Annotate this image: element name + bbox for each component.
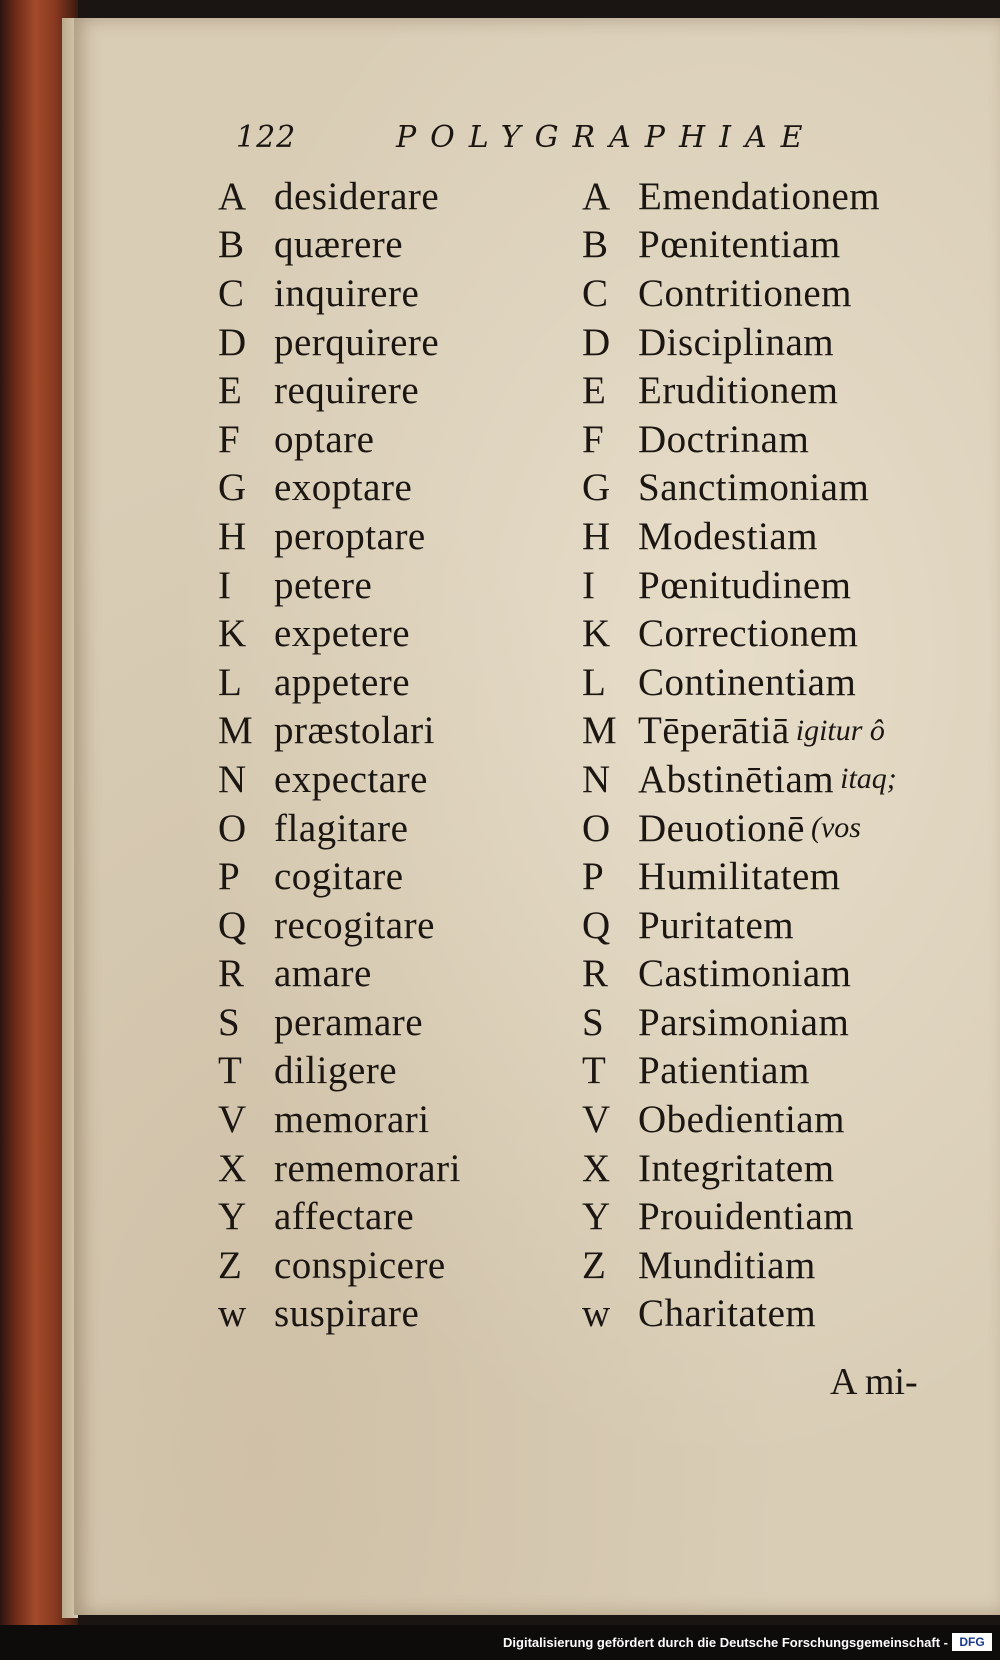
cipher-word: appetere (274, 660, 411, 704)
cipher-word: exoptare (274, 466, 413, 510)
cipher-entry (582, 998, 897, 1047)
dfg-logo: DFG (952, 1633, 992, 1651)
cipher-letter: Y (218, 1195, 247, 1239)
digitization-footer (0, 1625, 1000, 1660)
cipher-letter: I (218, 563, 231, 607)
cipher-entry (582, 561, 897, 610)
cipher-word: peramare (274, 1000, 424, 1044)
cipher-entry (218, 1290, 461, 1339)
cipher-word: Doctrinam (638, 417, 810, 461)
cipher-entry (218, 950, 461, 999)
cipher-word: Tēperātiā (638, 709, 790, 753)
cipher-entry (582, 221, 897, 270)
cipher-letter: O (218, 806, 247, 850)
cipher-word: Pœnitudinem (638, 563, 852, 607)
cipher-letter: Q (582, 903, 611, 947)
cipher-letter: Y (582, 1195, 611, 1239)
cipher-letter: Q (218, 903, 247, 947)
cipher-letter: V (218, 1098, 247, 1142)
cipher-letter: R (218, 952, 245, 996)
cipher-entry (582, 1047, 897, 1096)
cipher-entry (582, 707, 897, 756)
cipher-letter: T (218, 1049, 242, 1093)
left-cipher-column (218, 172, 461, 1338)
cipher-entry (582, 901, 897, 950)
cipher-entry (218, 707, 461, 756)
cipher-letter: V (582, 1098, 611, 1142)
cipher-letter: K (218, 612, 247, 656)
cipher-entry (582, 658, 897, 707)
cipher-entry (218, 1095, 461, 1144)
cipher-entry (218, 172, 461, 221)
cipher-word: suspirare (274, 1292, 420, 1336)
cipher-letter: L (218, 660, 242, 704)
cipher-entry (218, 464, 461, 513)
cipher-letter: B (218, 223, 245, 267)
cipher-entry (218, 366, 461, 415)
cipher-word: Patientiam (638, 1049, 810, 1093)
running-title: POLYGRAPHIAE (396, 120, 817, 155)
cipher-word: desiderare (274, 174, 440, 218)
cipher-entry (582, 1144, 897, 1193)
cipher-letter: E (218, 369, 242, 413)
cipher-entry (218, 221, 461, 270)
cipher-letter: L (582, 660, 606, 704)
cipher-letter: E (582, 369, 606, 413)
cipher-entry (218, 269, 461, 318)
cipher-word: Correctionem (638, 612, 859, 656)
cipher-entry (218, 998, 461, 1047)
cipher-continuation: igitur ô (795, 713, 885, 747)
cipher-letter: F (218, 417, 240, 461)
cipher-word: Modestiam (638, 514, 818, 558)
cipher-word: recogitare (274, 903, 435, 947)
cipher-word: præstolari (274, 709, 435, 753)
cipher-letter: S (582, 1000, 604, 1044)
cipher-word: cogitare (274, 855, 404, 899)
cipher-continuation: itaq; (840, 762, 897, 796)
cipher-entry (218, 901, 461, 950)
cipher-word: memorari (274, 1098, 430, 1142)
cipher-word: Pœnitentiam (638, 223, 841, 267)
cipher-continuation: (vos (810, 811, 861, 845)
cipher-entry (582, 269, 897, 318)
cipher-letter: C (218, 271, 245, 315)
cipher-word: Sanctimoniam (638, 466, 870, 510)
cipher-letter: K (582, 612, 611, 656)
cipher-word: petere (274, 563, 373, 607)
cipher-word: Obedientiam (638, 1098, 845, 1142)
cipher-word: Emendationem (638, 174, 881, 218)
cipher-entry (582, 1290, 897, 1339)
cipher-word: peroptare (274, 514, 426, 558)
cipher-word: Puritatem (638, 903, 795, 947)
cipher-word: Munditiam (638, 1243, 816, 1287)
cipher-word: perquirere (274, 320, 440, 364)
cipher-word: flagitare (274, 806, 409, 850)
cipher-letter: N (582, 757, 611, 801)
cipher-word: Disciplinam (638, 320, 835, 364)
cipher-word: Prouidentiam (638, 1195, 855, 1239)
cipher-letter: Z (218, 1243, 242, 1287)
cipher-word: Charitatem (638, 1292, 817, 1336)
cipher-word: quærere (274, 223, 404, 267)
cipher-entry (582, 1192, 897, 1241)
cipher-word: inquirere (274, 271, 420, 315)
cipher-letter: M (582, 709, 617, 753)
cipher-entry (582, 755, 897, 804)
cipher-entry (582, 366, 897, 415)
cipher-letter: S (218, 1000, 240, 1044)
cipher-word: affectare (274, 1195, 415, 1239)
cipher-letter: G (218, 466, 247, 510)
cipher-letter: Z (582, 1243, 606, 1287)
cipher-letter: P (582, 855, 604, 899)
cipher-word: conspicere (274, 1243, 446, 1287)
cipher-word: rememorari (274, 1146, 461, 1190)
footer-credit: Digitalisierung gefördert durch die Deutsche Forschungsgemeinschaft - (503, 1635, 948, 1650)
cipher-letter: O (582, 806, 611, 850)
cipher-entry (582, 318, 897, 367)
cipher-entry (218, 1047, 461, 1096)
cipher-entry (582, 804, 897, 853)
cipher-entry (218, 609, 461, 658)
cipher-word: Continentiam (638, 660, 857, 704)
cipher-entry (582, 1095, 897, 1144)
cipher-letter: I (582, 563, 595, 607)
cipher-word: amare (274, 952, 372, 996)
page-number: 122 (236, 120, 297, 155)
cipher-word: Parsimoniam (638, 1000, 850, 1044)
catchword: A mi- (830, 1361, 918, 1403)
cipher-entry (218, 415, 461, 464)
cipher-letter: F (582, 417, 604, 461)
cipher-letter: M (218, 709, 253, 753)
cipher-letter: P (218, 855, 240, 899)
cipher-entry (218, 804, 461, 853)
cipher-word: Contritionem (638, 271, 852, 315)
cipher-letter: w (582, 1292, 611, 1336)
cipher-word: requirere (274, 369, 420, 413)
cipher-letter: A (218, 174, 247, 218)
cipher-word: Integritatem (638, 1146, 835, 1190)
cipher-entry (582, 512, 897, 561)
cipher-word: Humilitatem (638, 855, 841, 899)
cipher-word: diligere (274, 1049, 398, 1093)
cipher-letter: H (218, 514, 247, 558)
cipher-entry (582, 950, 897, 999)
cipher-entry (218, 512, 461, 561)
cipher-entry (582, 852, 897, 901)
cipher-letter: w (218, 1292, 247, 1336)
cipher-letter: R (582, 952, 609, 996)
cipher-entry (218, 755, 461, 804)
cipher-entry (218, 1192, 461, 1241)
right-cipher-column (582, 172, 897, 1338)
cipher-letter: G (582, 466, 611, 510)
cipher-letter: T (582, 1049, 606, 1093)
cipher-letter: H (582, 514, 611, 558)
cipher-letter: C (582, 271, 609, 315)
cipher-word: optare (274, 417, 375, 461)
cipher-word: Eruditionem (638, 369, 839, 413)
cipher-entry (218, 1144, 461, 1193)
cipher-entry (218, 561, 461, 610)
cipher-letter: X (218, 1146, 247, 1190)
cipher-word: Castimoniam (638, 952, 852, 996)
page-header (236, 120, 936, 170)
cipher-word: expectare (274, 757, 428, 801)
cipher-letter: B (582, 223, 609, 267)
cipher-entry (582, 1241, 897, 1290)
cipher-letter: D (582, 320, 611, 364)
cipher-entry (582, 464, 897, 513)
cipher-entry (218, 852, 461, 901)
cipher-letter: X (582, 1146, 611, 1190)
cipher-letter: D (218, 320, 247, 364)
cipher-letter: N (218, 757, 247, 801)
cipher-entry (582, 415, 897, 464)
cipher-entry (582, 172, 897, 221)
cipher-word: expetere (274, 612, 411, 656)
cipher-letter: A (582, 174, 611, 218)
cipher-entry (218, 1241, 461, 1290)
cipher-entry (218, 318, 461, 367)
cipher-word: Abstinētiam (638, 757, 835, 801)
cipher-entry (582, 609, 897, 658)
cipher-entry (218, 658, 461, 707)
cipher-word: Deuotionē (638, 806, 805, 850)
